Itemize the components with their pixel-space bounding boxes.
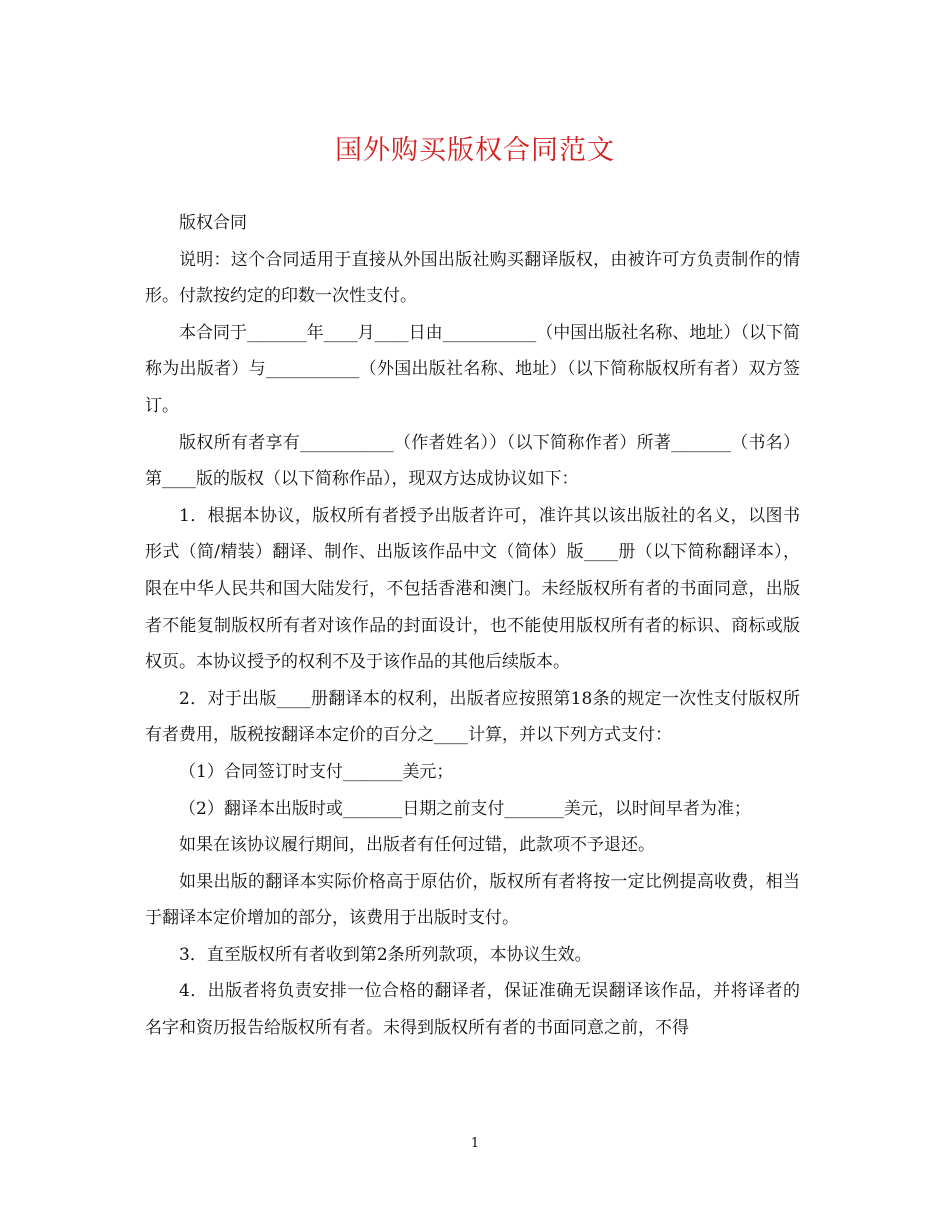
paragraph-parties: 本合同于_______年____月____日由___________（中国出版社名称、地址）（以下简称为出版者）与___________（外国出版社名称、地址）（以下简称版权所有者）双方签订。 xyxy=(145,322,800,416)
clause-2: 2．对于出版____册翻译本的权利，出版者应按照第18条的规定一次性支付版权所有者费用，版税按翻译本定价的百分之____计算，并以下列方式支付： xyxy=(145,688,800,746)
payment-item-1: （1）合同签订时支付_______美元； xyxy=(179,761,454,782)
document-title: 国外购买版权合同范文 xyxy=(335,135,615,166)
paragraph-price-adjustment: 如果出版的翻译本实际价格高于原估价，版权所有者将按一定比例提高收费，相当于翻译本定价增加的部分，该费用于出版时支付。 xyxy=(145,871,800,929)
document-body xyxy=(145,205,800,1047)
paragraph-copyright: 版权所有者享有___________（作者姓名））（以下简称作者）所著_______（书名）第____版的版权（以下简称作品），现双方达成协议如下： xyxy=(145,432,800,490)
page-number: 1 xyxy=(470,1136,480,1151)
payment-item-2: （2）翻译本出版时或_______日期之前支付_______美元，以时间早者为准； xyxy=(179,798,751,819)
paragraph-no-refund: 如果在该协议履行期间，出版者有任何过错，此款项不予退还。 xyxy=(179,835,655,856)
clause-1: 1．根据本协议，版权所有者授予出版者许可，准许其以该出版社的名义，以图书形式（简/精装）翻译、制作、出版该作品中文（简体）版____册（以下简称翻译本），限在中华人民共和国大陆发行，不包括香港和澳门。未经版权所有者的书面同意，出版者不能复制版权所有者对该作品的封面设计，也不能使用版权所有者的标识、商标或版权页。本协议授予的权利不及于该作品的其他后续版本。 xyxy=(145,505,800,673)
clause-4: 4．出版者将负责安排一位合格的翻译者，保证准确无误翻译该作品，并将译者的名字和资历报告给版权所有者。未得到版权所有者的书面同意之前，不得 xyxy=(145,981,800,1039)
paragraph-description: 说明：这个合同适用于直接从外国出版社购买翻译版权，由被许可方负责制作的情形。付款按约定的印数一次性支付。 xyxy=(145,249,800,307)
clause-3: 3．直至版权所有者收到第2条所列款项，本协议生效。 xyxy=(179,944,592,965)
section-heading: 版权合同 xyxy=(179,213,247,233)
